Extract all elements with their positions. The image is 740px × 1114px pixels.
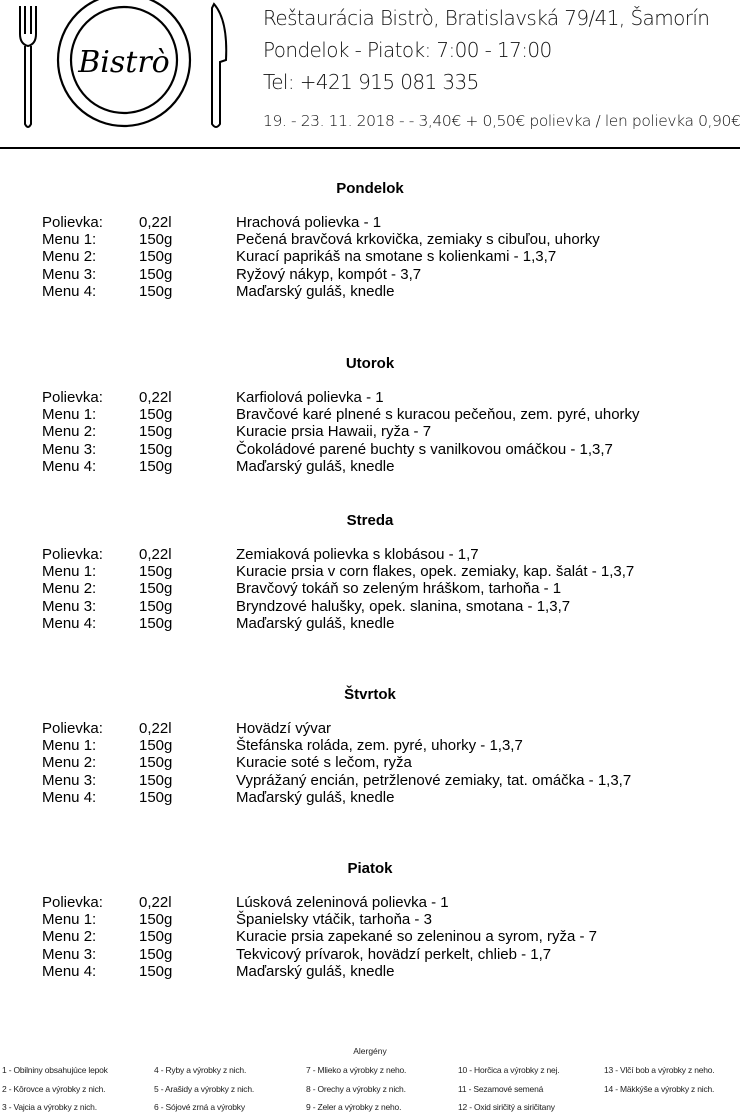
- menu-rows: [0, 720, 740, 806]
- menu-label: Menu 2:: [42, 580, 97, 598]
- day-title: Piatok: [347, 860, 393, 877]
- allergen-item: 11 - Sezamové semená: [458, 1084, 544, 1094]
- menu-label: Menu 1:: [42, 737, 97, 755]
- menu-dish: Španielsky vtáčik, tarhoňa - 3: [236, 911, 432, 929]
- menu-row: [0, 214, 740, 231]
- menu-dish: Hrachová polievka - 1: [236, 214, 382, 231]
- menu-label: Menu 3:: [42, 265, 97, 283]
- menu-label: Polievka:: [42, 389, 103, 406]
- menu-quantity: 150g: [139, 248, 173, 266]
- menu-row: [0, 911, 740, 928]
- allergen-item: 9 - Zeler a výrobky z neho.: [306, 1102, 402, 1112]
- menu-label: Menu 1:: [42, 911, 97, 929]
- allergen-item: 13 - Vlčí bob a výrobky z neho.: [604, 1065, 715, 1075]
- day-title: Streda: [346, 512, 394, 529]
- menu-dish: Kuracie prsia Hawaii, ryža - 7: [236, 423, 432, 441]
- phone-number: Tel: +421 915 081 335: [263, 70, 479, 94]
- menu-label: Menu 3:: [42, 440, 97, 458]
- menu-label: Menu 3:: [42, 771, 97, 789]
- menu-quantity: 150g: [139, 457, 173, 475]
- opening-hours: Pondelok - Piatok: 7:00 - 17:00: [263, 38, 552, 62]
- menu-row: [0, 231, 740, 248]
- menu-label: Menu 4:: [42, 282, 97, 300]
- day-title: Utorok: [345, 355, 395, 372]
- menu-quantity: 150g: [139, 580, 173, 598]
- menu-dish: Maďarský guláš, knedle: [236, 282, 395, 300]
- menu-dish: Maďarský guláš, knedle: [236, 962, 395, 980]
- menu-quantity: 150g: [139, 265, 173, 283]
- menu-quantity: 150g: [139, 945, 173, 963]
- menu-dish: Maďarský guláš, knedle: [236, 457, 395, 475]
- menu-dish: Pečená bravčová krkovička, zemiaky s cibuľou, uhorky: [236, 231, 600, 249]
- menu-label: Menu 4:: [42, 962, 97, 980]
- menu-quantity: 150g: [139, 563, 173, 581]
- menu-row: [0, 754, 740, 771]
- allergen-item: 4 - Ryby a výrobky z nich.: [154, 1065, 247, 1075]
- menu-dish: Kuracie soté s lečom, ryža: [236, 754, 412, 772]
- menu-row: [0, 563, 740, 580]
- menu-label: Menu 1:: [42, 231, 97, 249]
- menu-row: [0, 458, 740, 475]
- menu-quantity: 150g: [139, 231, 173, 249]
- menu-row: [0, 580, 740, 597]
- menu-label: Menu 2:: [42, 423, 97, 441]
- menu-label: Polievka:: [42, 720, 103, 737]
- menu-label: Menu 4:: [42, 614, 97, 632]
- menu-label: Menu 2:: [42, 754, 97, 772]
- menu-dish: Maďarský guláš, knedle: [236, 614, 395, 632]
- week-price-info: 19. - 23. 11. 2018 - - 3,40€ + 0,50€ polievka / len polievka 0,90€: [263, 112, 740, 130]
- menu-dish: Kuracie prsia zapekané so zeleninou a syrom, ryža - 7: [236, 928, 598, 946]
- menu-row: [0, 928, 740, 945]
- allergen-item: 6 - Sójové zrná a výrobky: [154, 1102, 245, 1112]
- menu-quantity: 0,22l: [139, 720, 172, 737]
- menu-row: [0, 946, 740, 963]
- allergen-item: 12 - Oxid siričitý a siričitany: [458, 1102, 555, 1112]
- menu-quantity: 150g: [139, 282, 173, 300]
- menu-row: [0, 737, 740, 754]
- menu-label: Menu 2:: [42, 248, 97, 266]
- allergen-item: 7 - Mlieko a výrobky z neho.: [306, 1065, 407, 1075]
- restaurant-info: [263, 2, 740, 132]
- menu-dish: Maďarský guláš, knedle: [236, 788, 395, 806]
- menu-dish: Karfiolová polievka - 1: [236, 389, 384, 406]
- menu-quantity: 150g: [139, 614, 173, 632]
- menu-quantity: 150g: [139, 737, 173, 755]
- menu-dish: Vyprážaný encián, petržlenové zemiaky, tat. omáčka - 1,3,7: [236, 771, 632, 789]
- menu-row: [0, 963, 740, 980]
- menu-dish: Zemiaková polievka s klobásou - 1,7: [236, 546, 479, 563]
- menu-quantity: 0,22l: [139, 546, 172, 563]
- menu-label: Menu 1:: [42, 406, 97, 424]
- plate-cutlery-logo: [8, 0, 240, 136]
- menu-label: Menu 4:: [42, 788, 97, 806]
- menu-row: [0, 248, 740, 265]
- menu-quantity: 150g: [139, 406, 173, 424]
- menu-quantity: 0,22l: [139, 894, 172, 911]
- allergen-item: 1 - Obilniny obsahujúce lepok: [2, 1065, 108, 1075]
- menu-quantity: 150g: [139, 597, 173, 615]
- allergen-item: 8 - Orechy a výrobky z nich.: [306, 1084, 406, 1094]
- day-title: Pondelok: [336, 180, 404, 197]
- menu-row: [0, 441, 740, 458]
- menu-label: Polievka:: [42, 546, 103, 563]
- menu-row: [0, 615, 740, 632]
- menu-row: [0, 546, 740, 563]
- menu-dish: Bryndzové halušky, opek. slanina, smotana - 1,3,7: [236, 597, 571, 615]
- menu-dish: Hovädzí vývar: [236, 720, 332, 737]
- logo-text: Bistrò: [78, 45, 170, 80]
- allergen-item: 10 - Horčica a výrobky z nej.: [458, 1065, 560, 1075]
- menu-row: [0, 423, 740, 440]
- menu-quantity: 150g: [139, 928, 173, 946]
- menu-rows: [0, 894, 740, 980]
- menu-label: Menu 2:: [42, 928, 97, 946]
- menu-dish: Čokoládové parené buchty s vanilkovou omáčkou - 1,3,7: [236, 440, 613, 458]
- bistro-logo: [8, 0, 240, 136]
- allergen-item: 14 - Mäkkýše a výrobky z nich.: [604, 1084, 715, 1094]
- menu-quantity: 150g: [139, 962, 173, 980]
- menu-row: [0, 266, 740, 283]
- menu-row: [0, 720, 740, 737]
- menu-row: [0, 789, 740, 806]
- menu-label: Menu 3:: [42, 945, 97, 963]
- header-divider: [0, 147, 740, 149]
- menu-quantity: 0,22l: [139, 389, 172, 406]
- menu-quantity: 0,22l: [139, 214, 172, 231]
- menu-dish: Ryžový nákyp, kompót - 3,7: [236, 265, 422, 283]
- menu-quantity: 150g: [139, 788, 173, 806]
- menu-row: [0, 894, 740, 911]
- menu-label: Menu 4:: [42, 457, 97, 475]
- allergen-item: 3 - Vajcia a výrobky z nich.: [2, 1102, 97, 1112]
- menu-rows: [0, 546, 740, 632]
- menu-label: Menu 1:: [42, 563, 97, 581]
- menu-dish: Bravčový tokáň so zeleným hráškom, tarhoňa - 1: [236, 580, 562, 598]
- menu-quantity: 150g: [139, 440, 173, 458]
- menu-row: [0, 598, 740, 615]
- allergen-item: 2 - Kôrovce a výrobky z nich.: [2, 1084, 106, 1094]
- fork-icon: [20, 6, 36, 127]
- menu-quantity: 150g: [139, 754, 173, 772]
- menu-dish: Kuracie prsia v corn flakes, opek. zemiaky, kap. šalát - 1,3,7: [236, 563, 635, 581]
- menu-label: Polievka:: [42, 894, 103, 911]
- menu-quantity: 150g: [139, 423, 173, 441]
- menu-rows: [0, 389, 740, 475]
- menu-row: [0, 389, 740, 406]
- knife-icon: [212, 4, 226, 127]
- menu-dish: Lúsková zeleninová polievka - 1: [236, 894, 449, 911]
- allergen-item: 5 - Arašidy a výrobky z nich.: [154, 1084, 255, 1094]
- allergens-title: Alergény: [353, 1046, 387, 1056]
- menu-dish: Kurací paprikáš na smotane s kolienkami - 1,3,7: [236, 248, 557, 266]
- menu-row: [0, 283, 740, 300]
- menu-row: [0, 406, 740, 423]
- day-title: Štvrtok: [344, 686, 396, 703]
- menu-row: [0, 772, 740, 789]
- menu-dish: Tekvicový prívarok, hovädzí perkelt, chlieb - 1,7: [236, 945, 552, 963]
- menu-dish: Bravčové karé plnené s kuracou pečeňou, zem. pyré, uhorky: [236, 406, 640, 424]
- menu-label: Polievka:: [42, 214, 103, 231]
- menu-quantity: 150g: [139, 911, 173, 929]
- menu-rows: [0, 214, 740, 300]
- menu-dish: Štefánska roláda, zem. pyré, uhorky - 1,3,7: [236, 737, 523, 755]
- menu-quantity: 150g: [139, 771, 173, 789]
- menu-label: Menu 3:: [42, 597, 97, 615]
- restaurant-address: Reštaurácia Bistrò, Bratislavská 79/41, Šamorín: [263, 6, 710, 30]
